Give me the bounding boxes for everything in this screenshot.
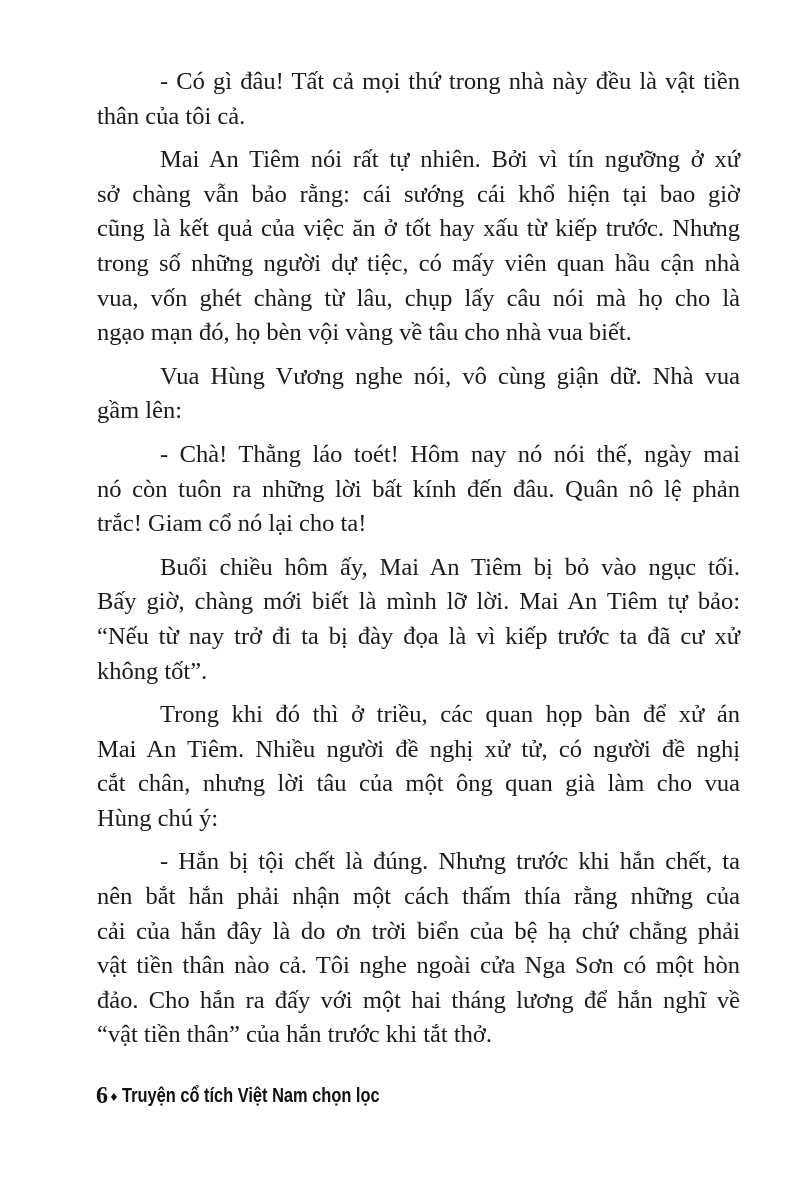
text-line: thân của tôi cả. [97,102,246,130]
paragraph [97,551,740,689]
text-line: - Chà! Thằng láo toét! Hôm nay nó nói thế, ngày mai [160,440,740,468]
paragraph [97,65,740,134]
text-line: vua, vốn ghét chàng từ lâu, chụp lấy câu nói mà họ cho là [97,284,740,312]
text-line: Hùng chú ý: [97,804,219,832]
text-line: Mai An Tiêm. Nhiều người đề nghị xử tử, có người đề nghị [97,735,740,763]
paragraph [97,698,740,836]
paragraph [97,360,740,429]
text-line: đảo. Cho hắn ra đấy với một hai tháng lương để hắn nghĩ về [97,986,740,1014]
page-footer [96,1081,436,1111]
paragraph [97,438,740,542]
text-line: cắt chân, nhưng lời tâu của một ông quan già làm cho vua [97,770,740,798]
text-line: - Hắn bị tội chết là đúng. Nhưng trước khi hắn chết, ta [160,848,740,876]
text-line: nó còn tuôn ra những lời bất kính đến đâu. Quân nô lệ phản [97,475,740,503]
text-line: cải của hắn đây là do ơn trời biển của bệ hạ chứ chẳng phải [97,917,740,945]
text-line: “Nếu từ nay trở đi ta bị đày đọa là vì kiếp trước ta đã cư xử [97,622,740,650]
text-line: nên bắt hắn phải nhận một cách thấm thía rằng những của [97,883,740,911]
text-line: - Có gì đâu! Tất cả mọi thứ trong nhà này đều là vật tiền [160,68,740,95]
text-line: Mai An Tiêm nói rất tự nhiên. Bởi vì tín ngưỡng ở xứ [160,146,740,174]
text-line: Trong khi đó thì ở triều, các quan họp bàn để xử án [160,701,740,729]
text-line: không tốt”. [97,657,208,685]
text-line: trắc! Giam cổ nó lại cho ta! [97,510,367,538]
page-number: 6 [96,1083,108,1109]
body-text [97,65,740,1062]
paragraph [97,845,740,1053]
paragraph [97,143,740,351]
text-line: Buổi chiều hôm ấy, Mai An Tiêm bị bỏ vào ngục tối. [160,553,740,581]
text-line: sở chàng vẫn bảo rằng: cái sướng cái khổ hiện tại bao giờ [97,180,740,208]
text-line: “vật tiền thân” của hắn trước khi tắt thở. [97,1021,492,1049]
book-title: Truyện cổ tích Việt Nam chọn lọc [121,1085,380,1107]
text-line: Vua Hùng Vương nghe nói, vô cùng giận dữ. Nhà vua [160,362,740,390]
diamond-separator-icon: ♦ [109,1090,119,1104]
text-line: gầm lên: [97,397,183,425]
text-line: trong số những người dự tiệc, có mấy viên quan hầu cận nhà [97,249,740,277]
text-line: ngạo mạn đó, họ bèn vội vàng về tâu cho nhà vua biết. [97,319,632,347]
text-line: cũng là kết quả của việc ăn ở tốt hay xấu từ kiếp trước. Nhưng [97,215,740,243]
text-line: vật tiền thân nào cả. Tôi nghe ngoài cửa Nga Sơn có một hòn [97,952,740,980]
text-line: Bấy giờ, chàng mới biết là mình lỡ lời. Mai An Tiêm tự bảo: [97,588,740,616]
